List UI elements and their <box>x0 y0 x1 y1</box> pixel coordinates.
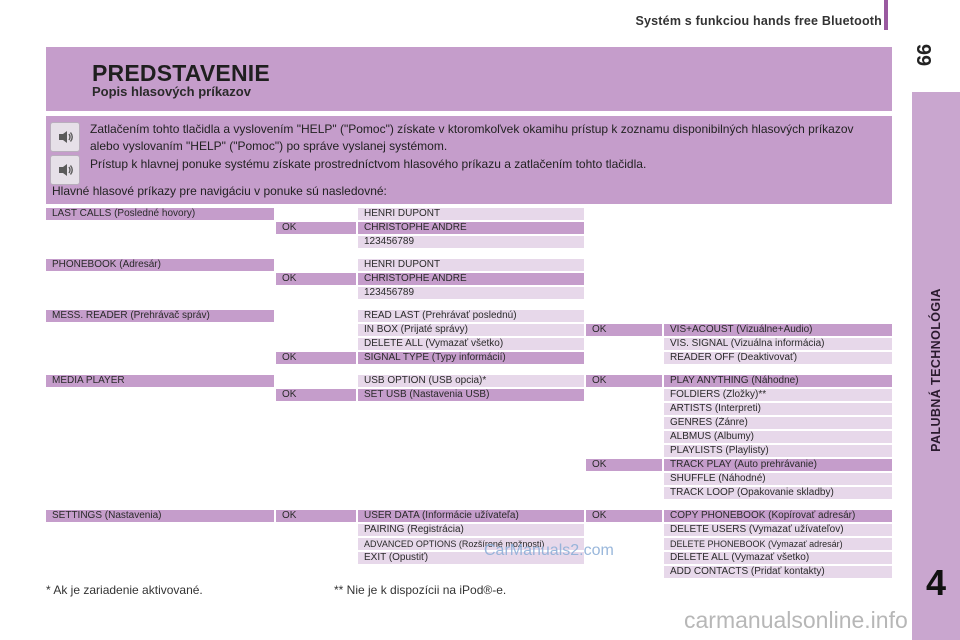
chapter-side-label <box>912 288 960 452</box>
cmd-item: ADVANCED OPTIONS (Rozšírené možnosti) <box>358 538 584 550</box>
cmd-subitem: TRACK PLAY (Auto prehrávanie) <box>664 459 892 471</box>
voice-command-icon <box>50 155 80 185</box>
page-number: 99 <box>912 43 934 67</box>
section-subtitle: Popis hlasových príkazov <box>92 84 251 99</box>
intro-commands-text: Hlavné hlasové príkazy pre navigáciu v ponuke sú nasledovné: <box>52 184 387 198</box>
header-rule <box>884 0 888 30</box>
ok-cell: OK <box>276 222 356 234</box>
header-title: Systém s funkciou hands free Bluetooth <box>635 14 882 28</box>
ok-cell: OK <box>586 510 662 522</box>
cmd-subitem: COPY PHONEBOOK (Kopírovať adresár) <box>664 510 892 522</box>
cmd-item: SET USB (Nastavenia USB) <box>358 389 584 401</box>
cmd-subitem: GENRES (Žánre) <box>664 417 892 429</box>
ok-cell: OK <box>276 273 356 285</box>
cmd-item: PAIRING (Registrácia) <box>358 524 584 536</box>
cmd-subitem: DELETE ALL (Vymazať všetko) <box>664 552 892 564</box>
cmd-item: CHRISTOPHE ANDRÉ <box>358 273 584 285</box>
watermark-carmanualsonline: carmanualsonline.info <box>684 607 908 633</box>
cmd-settings: SETTINGS (Nastavenia) <box>46 510 274 522</box>
cmd-subitem: ARTISTS (Interpreti) <box>664 403 892 415</box>
intro-menu-text: Prístup k hlavnej ponuke systému získate prostredníctvom hlasového príkazu a zatlačením tohto tlačidla. <box>90 157 647 171</box>
cmd-last-calls: LAST CALLS (Posledné hovory) <box>46 208 274 220</box>
ok-cell: OK <box>586 459 662 471</box>
cmd-subitem: TRACK LOOP (Opakovanie skladby) <box>664 487 892 499</box>
section-title: PREDSTAVENIE <box>92 60 270 86</box>
ok-cell: OK <box>276 510 356 522</box>
cmd-item: USER DATA (Informácie užívateľa) <box>358 510 584 522</box>
cmd-item: CHRISTOPHE ANDRÉ <box>358 222 584 234</box>
ok-cell: OK <box>586 375 662 387</box>
cmd-subitem: DELETE PHONEBOOK (Vymazať adresár) <box>664 538 892 550</box>
cmd-item: IN BOX (Prijaté správy) <box>358 324 584 336</box>
cmd-subitem: PLAYLISTS (Playlisty) <box>664 445 892 457</box>
cmd-item: DELETE ALL (Vymazať všetko) <box>358 338 584 350</box>
footnote-ipod: ** Nie je k dispozícii na iPod®-e. <box>334 583 507 597</box>
cmd-subitem: PLAY ANYTHING (Náhodne) <box>664 375 892 387</box>
cmd-subitem: VIS. SIGNAL (Vizuálna informácia) <box>664 338 892 350</box>
ok-cell: OK <box>276 389 356 401</box>
chapter-number: 4 <box>925 562 947 603</box>
cmd-item: HENRI DUPONT <box>358 259 584 271</box>
cmd-phonebook: PHONEBOOK (Adresár) <box>46 259 274 271</box>
footnote-activated: * Ak je zariadenie aktivované. <box>46 583 203 597</box>
intro-help-text: Zatlačením tohto tlačidla a vyslovením "HELP" ("Pomoc") získate v ktoromkoľvek okamihu prístup k zoznamu disponibilných hlasových príkazov alebo vyslovaním "HELP" ("Pomoc") po správe vyslanej systémom. <box>90 122 854 153</box>
cmd-media-player: MEDIA PLAYER <box>46 375 274 387</box>
cmd-item: SIGNAL TYPE (Typy informácií) <box>358 352 584 364</box>
cmd-item: 123456789 <box>358 287 584 299</box>
ok-cell: OK <box>586 324 662 336</box>
watermark-carmanuals: CarManuals2.com <box>484 542 614 559</box>
cmd-item: HENRI DUPONT <box>358 208 584 220</box>
cmd-item: USB OPTION (USB opcia)* <box>358 375 584 387</box>
cmd-subitem: DELETE USERS (Vymazať užívateľov) <box>664 524 892 536</box>
cmd-subitem: READER OFF (Deaktivovať) <box>664 352 892 364</box>
voice-command-icon <box>50 122 80 152</box>
cmd-mess-reader: MESS. READER (Prehrávač správ) <box>46 310 274 322</box>
cmd-item: EXIT (Opustiť) <box>358 552 584 564</box>
cmd-subitem: ALBMUS (Albumy) <box>664 431 892 443</box>
cmd-item: READ LAST (Prehrávať poslednú) <box>358 310 584 322</box>
cmd-item: 123456789 <box>358 236 584 248</box>
cmd-subitem: ADD CONTACTS (Pridať kontakty) <box>664 566 892 578</box>
chapter-label-text: PALUBNÁ TECHNOLÓGIA <box>929 288 943 452</box>
cmd-subitem: FOLDIERS (Zložky)** <box>664 389 892 401</box>
cmd-subitem: SHUFFLE (Náhodné) <box>664 473 892 485</box>
cmd-subitem: VIS+ACOUST (Vizuálne+Audio) <box>664 324 892 336</box>
ok-cell: OK <box>276 352 356 364</box>
